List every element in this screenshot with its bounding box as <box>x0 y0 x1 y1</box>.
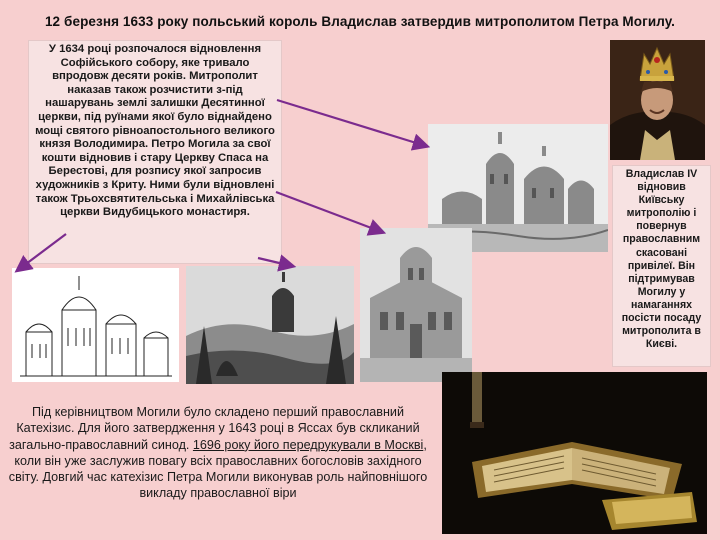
slide-title: 12 березня 1633 року польський король Владислав затвердив митрополитом Петра Могилу. <box>44 14 676 29</box>
catechism-text-part2: , коли він уже заслужив повагу всіх православних богословів західного світу. Довгий час катехізис Петра Могили виконував роль найповнішого викладу православної віри <box>8 437 428 501</box>
arrow-to-gray-church <box>276 192 382 232</box>
restoration-text: У 1634 році розпочалося відновлення Софійського собору, яке тривало впродовж десяти років. Митрополит наказав також розчистити з-під нашарувань землі залишки Десятинної церкви, під руїнами якої було віднайдено мощі святого рівноапостольного великого князя Володимира. Петро Могила за свої кошти відновив і стару Церкву Спаса на Берестові, для розпису якої запросив художників з Криту. Ними були відновлені також Трьохсвятительська і Михайлівська церкви Видубицького монастиря. <box>35 43 275 219</box>
catechism-text-part1: Під керівництвом Могили було складено перший православний Катехізис. Для його затвердження у 1643 році в Яссах був скликаний загально-православний синод. <box>9 405 420 452</box>
king-text: Владислав IV відновив Київську митрополію і повернув православним скасовані привілеї. Він підтримував Могилу у намаганнях посісти посаду митрополита в Києві. <box>621 168 702 351</box>
arrow-to-cathedral <box>277 100 426 146</box>
arrow-to-landscape <box>258 258 292 266</box>
arrow-to-drawing <box>18 234 66 270</box>
catechism-moscow-reprint: 1696 року його передрукували в Москві <box>192 437 424 452</box>
